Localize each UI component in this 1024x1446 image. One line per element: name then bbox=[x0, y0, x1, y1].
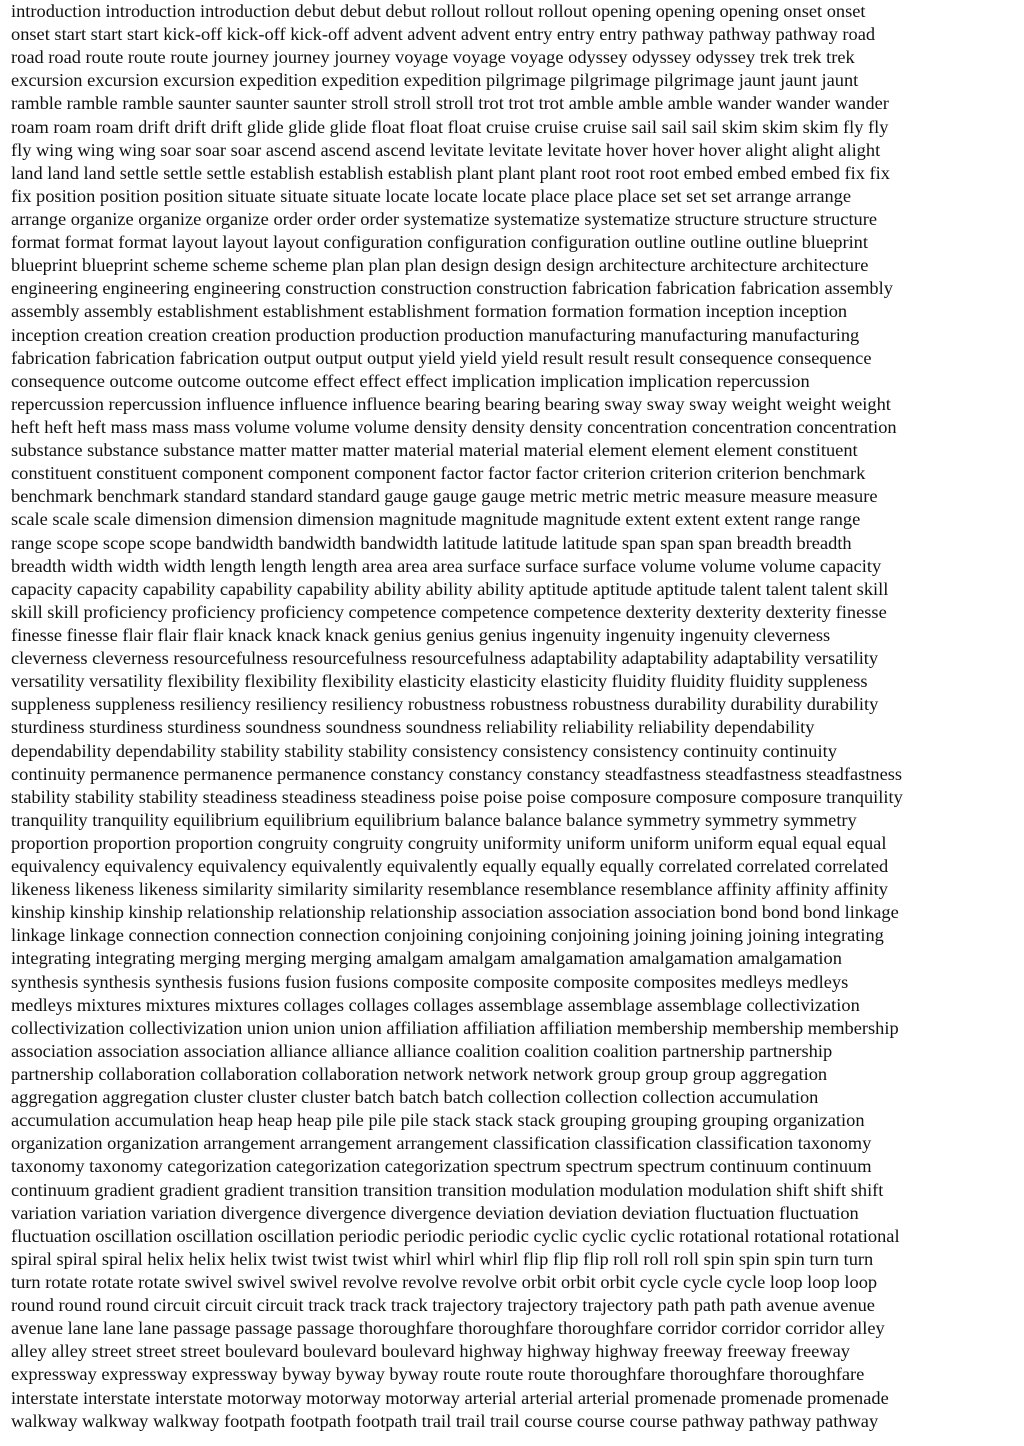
text-line: medleys mixtures mixtures mixtures collages collages collages assemblage assemblage assemblage collectivization bbox=[11, 994, 860, 1015]
text-line: continuity permanence permanence permanence constancy constancy constancy steadfastness steadfastness steadfastness bbox=[11, 763, 903, 784]
text-line: spiral spiral spiral helix helix helix twist twist twist whirl whirl whirl flip flip flip roll roll roll spin spin spin turn turn bbox=[11, 1248, 874, 1269]
text-line: ramble ramble ramble saunter saunter saunter stroll stroll stroll trot trot trot amble amble amble wander wander wander bbox=[11, 93, 889, 114]
text-line: cleverness cleverness resourcefulness resourcefulness resourcefulness adaptability adaptability adaptability versatility bbox=[11, 648, 879, 669]
text-line: blueprint blueprint scheme scheme scheme plan plan plan design design design architecture architecture architecture bbox=[11, 255, 869, 276]
text-line: road road route route route journey journey journey voyage voyage voyage odyssey odyssey odyssey trek trek trek bbox=[11, 47, 855, 68]
text-line: finesse finesse flair flair flair knack knack knack genius genius genius ingenuity ingenuity ingenuity cleverness bbox=[11, 624, 831, 645]
text-line: excursion excursion excursion expedition expedition expedition pilgrimage pilgrimage pilgrimage jaunt jaunt jaunt bbox=[11, 70, 859, 91]
text-line: benchmark benchmark standard standard standard gauge gauge gauge metric metric metric measure measure measure bbox=[11, 486, 878, 507]
text-line: skill skill proficiency proficiency proficiency competence competence competence dexterity dexterity dexterity finesse bbox=[11, 601, 887, 622]
text-line: proportion proportion proportion congruity congruity congruity uniformity uniform uniform uniform equal equal equal bbox=[11, 832, 887, 853]
text-line: format format format layout layout layout configuration configuration configuration outline outline outline blueprint bbox=[11, 232, 868, 253]
text-line: kinship kinship kinship relationship relationship relationship association association association bond bond bond linkage bbox=[11, 902, 899, 923]
text-line: partnership collaboration collaboration collaboration network network network group group group aggregation bbox=[11, 1064, 828, 1085]
text-line: versatility versatility flexibility flexibility flexibility elasticity elasticity elasticity fluidity fluidity fluidity suppleness bbox=[11, 671, 868, 692]
text-line: interstate interstate interstate motorway motorway motorway arterial arterial arterial promenade promenade promenade bbox=[11, 1387, 889, 1408]
text-line: continuum gradient gradient gradient transition transition transition modulation modulation modulation shift shift shift bbox=[11, 1179, 884, 1200]
text-line: organization organization arrangement arrangement arrangement classification classification classification taxonomy bbox=[11, 1133, 872, 1154]
text-line: land land land settle settle settle establish establish establish plant plant plant root root root embed embed embed fix fix bbox=[11, 162, 890, 183]
text-line: integrating integrating merging merging merging amalgam amalgam amalgamation amalgamation amalgamation bbox=[11, 948, 842, 969]
text-line: taxonomy taxonomy categorization categorization categorization spectrum spectrum spectrum continuum continuum bbox=[11, 1156, 872, 1177]
text-line: association association association alliance alliance alliance coalition coalition coalition partnership partnership bbox=[11, 1040, 833, 1061]
text-line: scale scale scale dimension dimension dimension magnitude magnitude magnitude extent extent extent range range bbox=[11, 509, 861, 530]
text-line: synthesis synthesis synthesis fusions fusion fusions composite composite composite composites medleys medleys bbox=[11, 971, 849, 992]
text-line: engineering engineering engineering construction construction construction fabrication fabrication fabrication assembly bbox=[11, 278, 893, 299]
text-line: fly wing wing wing soar soar soar ascend ascend ascend levitate levitate levitate hover hover hover alight alight alight bbox=[11, 139, 881, 160]
text-line: avenue lane lane lane passage passage passage thoroughfare thoroughfare thoroughfare corridor corridor corridor alley bbox=[11, 1318, 885, 1339]
text-line: constituent constituent component component component factor factor factor criterion criterion criterion benchmark bbox=[11, 463, 866, 484]
text-line: capacity capacity capability capability capability ability ability ability aptitude aptitude aptitude talent talent talent skill bbox=[11, 578, 889, 599]
text-line: suppleness suppleness resiliency resiliency resiliency robustness robustness robustness durability durability durability bbox=[11, 694, 879, 715]
text-line: walkway walkway walkway footpath footpath footpath trail trail trail course course course pathway pathway pathway bbox=[11, 1410, 879, 1431]
text-line: repercussion repercussion influence influence influence bearing bearing bearing sway sway sway weight weight weight bbox=[11, 393, 891, 414]
text-line: heft heft heft mass mass mass volume volume volume density density density concentration concentration concentration bbox=[11, 416, 897, 437]
text-line: assembly assembly establishment establishment establishment formation formation formation inception inception bbox=[11, 301, 848, 322]
text-line: fabrication fabrication fabrication output output output yield yield yield result result result consequence consequence bbox=[11, 347, 872, 368]
text-line: alley alley street street street boulevard boulevard boulevard highway highway highway freeway freeway freeway bbox=[11, 1341, 850, 1362]
document-body-text bbox=[11, 0, 1014, 1433]
text-line: aggregation aggregation cluster cluster cluster batch batch batch collection collection collection accumulation bbox=[11, 1087, 819, 1108]
text-line: sturdiness sturdiness sturdiness soundness soundness soundness reliability reliability reliability dependability bbox=[11, 717, 815, 738]
text-line: variation variation variation divergence divergence divergence deviation deviation deviation fluctuation fluctuation bbox=[11, 1202, 859, 1223]
text-line: onset start start start kick-off kick-off kick-off advent advent advent entry entry entry pathway pathway pathway road bbox=[11, 24, 876, 45]
text-line: dependability dependability stability stability stability consistency consistency consistency continuity continuity bbox=[11, 740, 837, 761]
text-line: stability stability stability steadiness steadiness steadiness poise poise poise composure composure composure tranquility bbox=[11, 786, 903, 807]
text-line: consequence outcome outcome outcome effect effect effect implication implication implication repercussion bbox=[11, 370, 810, 391]
text-line: equivalency equivalency equivalency equivalently equivalently equally equally equally correlated correlated correlated bbox=[11, 856, 889, 877]
text-line: breadth width width width length length length area area area surface surface surface volume volume volume capacity bbox=[11, 555, 882, 576]
text-line: linkage linkage connection connection connection conjoining conjoining conjoining joining joining joining integrating bbox=[11, 925, 884, 946]
text-line: tranquility tranquility equilibrium equilibrium equilibrium balance balance balance symmetry symmetry symmetry bbox=[11, 809, 857, 830]
text-line: accumulation accumulation heap heap heap pile pile pile stack stack stack grouping grouping grouping organization bbox=[11, 1110, 865, 1131]
text-line: substance substance substance matter matter matter material material material element element element constituent bbox=[11, 440, 858, 461]
text-line: turn rotate rotate rotate swivel swivel swivel revolve revolve revolve orbit orbit orbit cycle cycle cycle loop loop loop bbox=[11, 1272, 878, 1293]
text-line: introduction introduction introduction debut debut debut rollout rollout rollout opening opening opening onset onset bbox=[11, 1, 866, 21]
text-line: fix position position position situate situate situate locate locate locate place place place set set set arrange arrange bbox=[11, 185, 852, 206]
text-line: inception creation creation creation production production production manufacturing manufacturing manufacturing bbox=[11, 324, 860, 345]
text-line: expressway expressway expressway byway byway byway route route route thoroughfare thoroughfare thoroughfare bbox=[11, 1364, 865, 1385]
text-line: arrange organize organize organize order order order systematize systematize systematize structure structure structure bbox=[11, 208, 878, 229]
text-line: round round round circuit circuit circuit track track track trajectory trajectory trajectory path path path avenue avenue bbox=[11, 1295, 875, 1316]
text-line: collectivization collectivization union union union affiliation affiliation affiliation membership membership membership bbox=[11, 1017, 899, 1038]
text-line: fluctuation oscillation oscillation oscillation periodic periodic periodic cyclic cyclic cyclic rotational rotational rotational bbox=[11, 1225, 900, 1246]
text-line: likeness likeness likeness similarity similarity similarity resemblance resemblance resemblance affinity affinity affinity bbox=[11, 879, 888, 900]
text-line: range scope scope scope bandwidth bandwidth bandwidth latitude latitude latitude span span span breadth breadth bbox=[11, 532, 852, 553]
text-line: roam roam roam drift drift drift glide glide glide float float float cruise cruise cruise sail sail sail skim skim skim fly fly bbox=[11, 116, 889, 137]
